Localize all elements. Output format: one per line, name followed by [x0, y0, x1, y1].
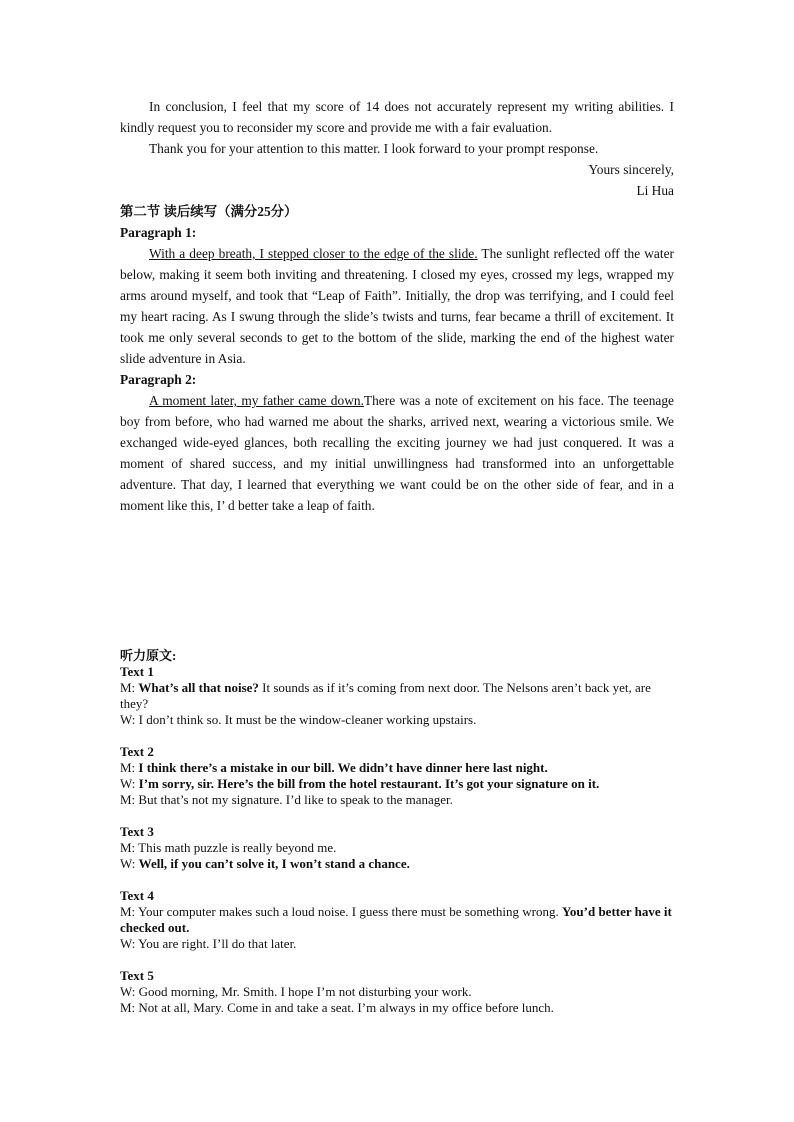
text5-heading: Text 5: [120, 968, 154, 983]
text5-line2: M: Not at all, Mary. Come in and take a seat. I’m always in my office before lunch.: [120, 1000, 554, 1015]
paragraph1-body: [120, 243, 674, 369]
text1-line1: [120, 680, 674, 712]
section2-title: 第二节 读后续写（满分25分）: [120, 204, 298, 219]
paragraph2-continuation: There was a note of excitement on his face. The teenage boy from before, who had warned me about the sharks, arrived next, wearing a victorious smile. We exchanged wide-eyed glances, both recalling the exciting journey we had just conquered. It was a moment of shared success, and my initial unwillingness had transformed into an unforgettable adventure. That day, I learned that everything we want could be on the other side of fear, and in a moment like this, I’ d better take a leap of faith.: [120, 393, 675, 513]
key-sentence: I’m sorry, sir. Here’s the bill from the hotel restaurant. It’s got your signature on it.: [138, 776, 600, 791]
key-sentence: What’s all that noise?: [138, 680, 259, 695]
letter-conclusion-paragraph: In conclusion, I feel that my score of 14 does not accurately represent my writing abilities. I kindly request you to reconsider my score and provide me with a fair evaluation.: [120, 99, 674, 135]
letter-closing: Yours sincerely,: [588, 162, 674, 177]
letter-signature: Li Hua: [636, 183, 674, 198]
paragraph2-prompt-sentence: A moment later, my father came down.: [149, 393, 364, 408]
text3-line1: M: This math puzzle is really beyond me.: [120, 840, 337, 855]
speaker-label: M:: [120, 680, 139, 695]
speaker-label: W:: [120, 776, 139, 791]
text4-line2: W: You are right. I’ll do that later.: [120, 936, 297, 951]
dialogue-text: It sounds as if it’s coming from next door. The Nelsons aren’t back yet, are they?: [120, 680, 651, 711]
text2-line1: [120, 760, 674, 776]
key-sentence: I think there’s a mistake in our bill. We didn’t have dinner here last night.: [138, 760, 548, 775]
listening-title: 听力原文:: [120, 648, 177, 663]
text5-line1: W: Good morning, Mr. Smith. I hope I’m not disturbing your work.: [120, 984, 472, 999]
text2-line2: [120, 776, 674, 792]
text1-heading: Text 1: [120, 664, 154, 679]
text4-line1: [120, 904, 674, 936]
paragraph1-prompt-sentence: With a deep breath, I stepped closer to the edge of the slide.: [149, 246, 478, 261]
text3-line2: [120, 856, 674, 872]
essay-section: [120, 96, 674, 516]
paragraph1-continuation: The sunlight reflected off the water below, making it seem both inviting and threatening. I closed my eyes, crossed my legs, wrapped my arms around myself, and took that “Leap of Faith”. Initially, the drop was terrifying, and I could feel my heart racing. As I swung through the slide’s twists and turns, fear became a thrill of excitement. It took me only several seconds to get to the bottom of the slide, marking the end of the highest water slide adventure in Asia.: [120, 246, 674, 366]
text2-heading: Text 2: [120, 744, 154, 759]
paragraph2-body: [120, 390, 674, 516]
dialogue-text: M: Your computer makes such a loud noise. I guess there must be something wrong.: [120, 904, 562, 919]
paragraph2-label: Paragraph 2:: [120, 372, 197, 387]
text3-heading: Text 3: [120, 824, 154, 839]
listening-transcript: [120, 648, 674, 1016]
text4-heading: Text 4: [120, 888, 154, 903]
key-sentence: You’d better have it checked out.: [120, 904, 672, 935]
speaker-label: M:: [120, 760, 139, 775]
paragraph1-label: Paragraph 1:: [120, 225, 197, 240]
key-sentence: Well, if you can’t solve it, I won’t stand a chance.: [138, 856, 410, 871]
text1-line2: W: I don’t think so. It must be the window-cleaner working upstairs.: [120, 712, 477, 727]
speaker-label: W:: [120, 856, 139, 871]
text2-line3: M: But that’s not my signature. I’d like to speak to the manager.: [120, 792, 453, 807]
letter-thanks-paragraph: Thank you for your attention to this matter. I look forward to your prompt response.: [149, 141, 599, 156]
